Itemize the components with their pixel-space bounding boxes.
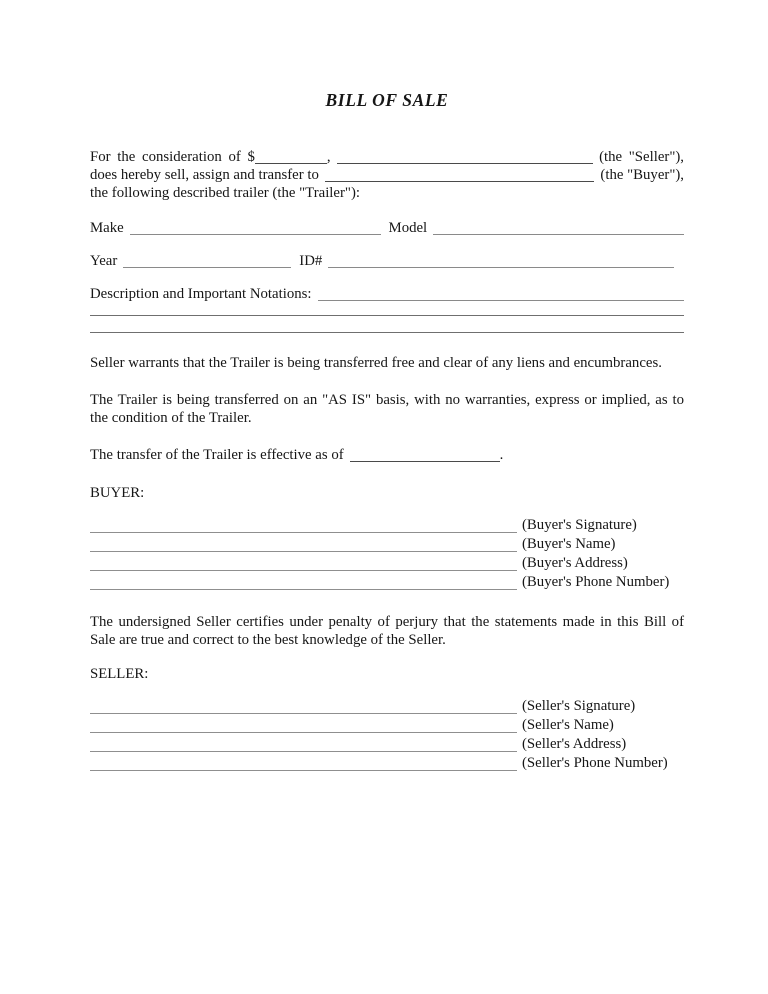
effective-date-period: .: [499, 446, 504, 463]
effective-date-blank[interactable]: [350, 449, 500, 462]
description-label: Description and Important Notations:: [90, 286, 312, 302]
intro-line2-suffix: (the "Buyer"),: [600, 167, 684, 183]
seller-signature-label: (Seller's Signature): [522, 697, 636, 714]
description-extra-line-2[interactable]: [90, 332, 684, 333]
seller-printed-name-blank[interactable]: [90, 720, 517, 733]
buyer-signature-label: (Buyer's Signature): [522, 516, 637, 533]
seller-name-label: (Seller's Name): [522, 716, 614, 733]
description-field-blank[interactable]: [318, 288, 685, 301]
perjury-clause: The undersigned Seller certifies under penalty of perjury that the statements made in this Bill of Sale are true and correct to the best knowledge of the Seller.: [90, 613, 684, 648]
intro-line-3: [90, 184, 684, 202]
seller-name-blank[interactable]: [337, 151, 593, 164]
id-field-blank[interactable]: [328, 255, 674, 268]
seller-signature-block: [90, 697, 684, 773]
intro-line-1: [90, 148, 684, 166]
make-label: Make: [90, 220, 124, 236]
intro-line3-text: the following described trailer (the "Trailer"):: [90, 185, 360, 201]
intro-line1-suffix: (the "Seller"),: [599, 149, 684, 165]
buyer-name-blank[interactable]: [325, 169, 595, 182]
make-field-blank[interactable]: [130, 222, 381, 235]
buyer-phone-blank[interactable]: [90, 577, 517, 590]
warranty-clause: Seller warrants that the Trailer is being transferred free and clear of any liens and encumbrances.: [90, 355, 662, 371]
model-field-blank[interactable]: [433, 222, 684, 235]
seller-phone-row: [90, 754, 684, 773]
buyer-name-row: [90, 535, 684, 554]
effective-date-prefix: The transfer of the Trailer is effective as of: [90, 446, 344, 463]
buyer-signature-blank[interactable]: [90, 520, 517, 533]
seller-heading: SELLER:: [90, 665, 149, 682]
intro-line1-prefix: For the consideration of $: [90, 149, 255, 165]
year-field-blank[interactable]: [123, 255, 291, 268]
buyer-phone-label: (Buyer's Phone Number): [522, 573, 670, 590]
buyer-name-label: (Buyer's Name): [522, 535, 616, 552]
buyer-heading: BUYER:: [90, 484, 145, 501]
bill-of-sale-document: [90, 0, 684, 773]
seller-signature-blank[interactable]: [90, 701, 517, 714]
intro-line2-prefix: does hereby sell, assign and transfer to: [90, 167, 319, 183]
buyer-signature-row: [90, 516, 684, 535]
description-row: [90, 285, 684, 303]
buyer-address-label: (Buyer's Address): [522, 554, 628, 571]
seller-name-row: [90, 716, 684, 735]
buyer-address-row: [90, 554, 684, 573]
buyer-phone-row: [90, 573, 684, 592]
buyer-signature-block: [90, 516, 684, 592]
effective-date-row: [90, 446, 684, 464]
seller-address-label: (Seller's Address): [522, 735, 627, 752]
intro-line-2: [90, 166, 684, 184]
consideration-amount-blank[interactable]: [255, 151, 327, 164]
document-title: BILL OF SALE: [325, 90, 449, 110]
intro-paragraph: [90, 148, 684, 202]
make-model-row: [90, 219, 684, 237]
year-label: Year: [90, 253, 118, 269]
seller-address-row: [90, 735, 684, 754]
seller-address-blank[interactable]: [90, 739, 517, 752]
seller-phone-blank[interactable]: [90, 758, 517, 771]
model-label: Model: [388, 220, 428, 236]
as-is-clause: The Trailer is being transferred on an "AS IS" basis, with no warranties, express or implied, as to the condition of the Trailer.: [90, 391, 684, 426]
description-extra-line-1[interactable]: [90, 315, 684, 316]
intro-line1-comma: ,: [326, 149, 331, 165]
seller-phone-label: (Seller's Phone Number): [522, 754, 668, 771]
year-id-row: [90, 252, 684, 270]
buyer-printed-name-blank[interactable]: [90, 539, 517, 552]
id-label: ID#: [299, 253, 323, 269]
buyer-address-blank[interactable]: [90, 558, 517, 571]
seller-signature-row: [90, 697, 684, 716]
